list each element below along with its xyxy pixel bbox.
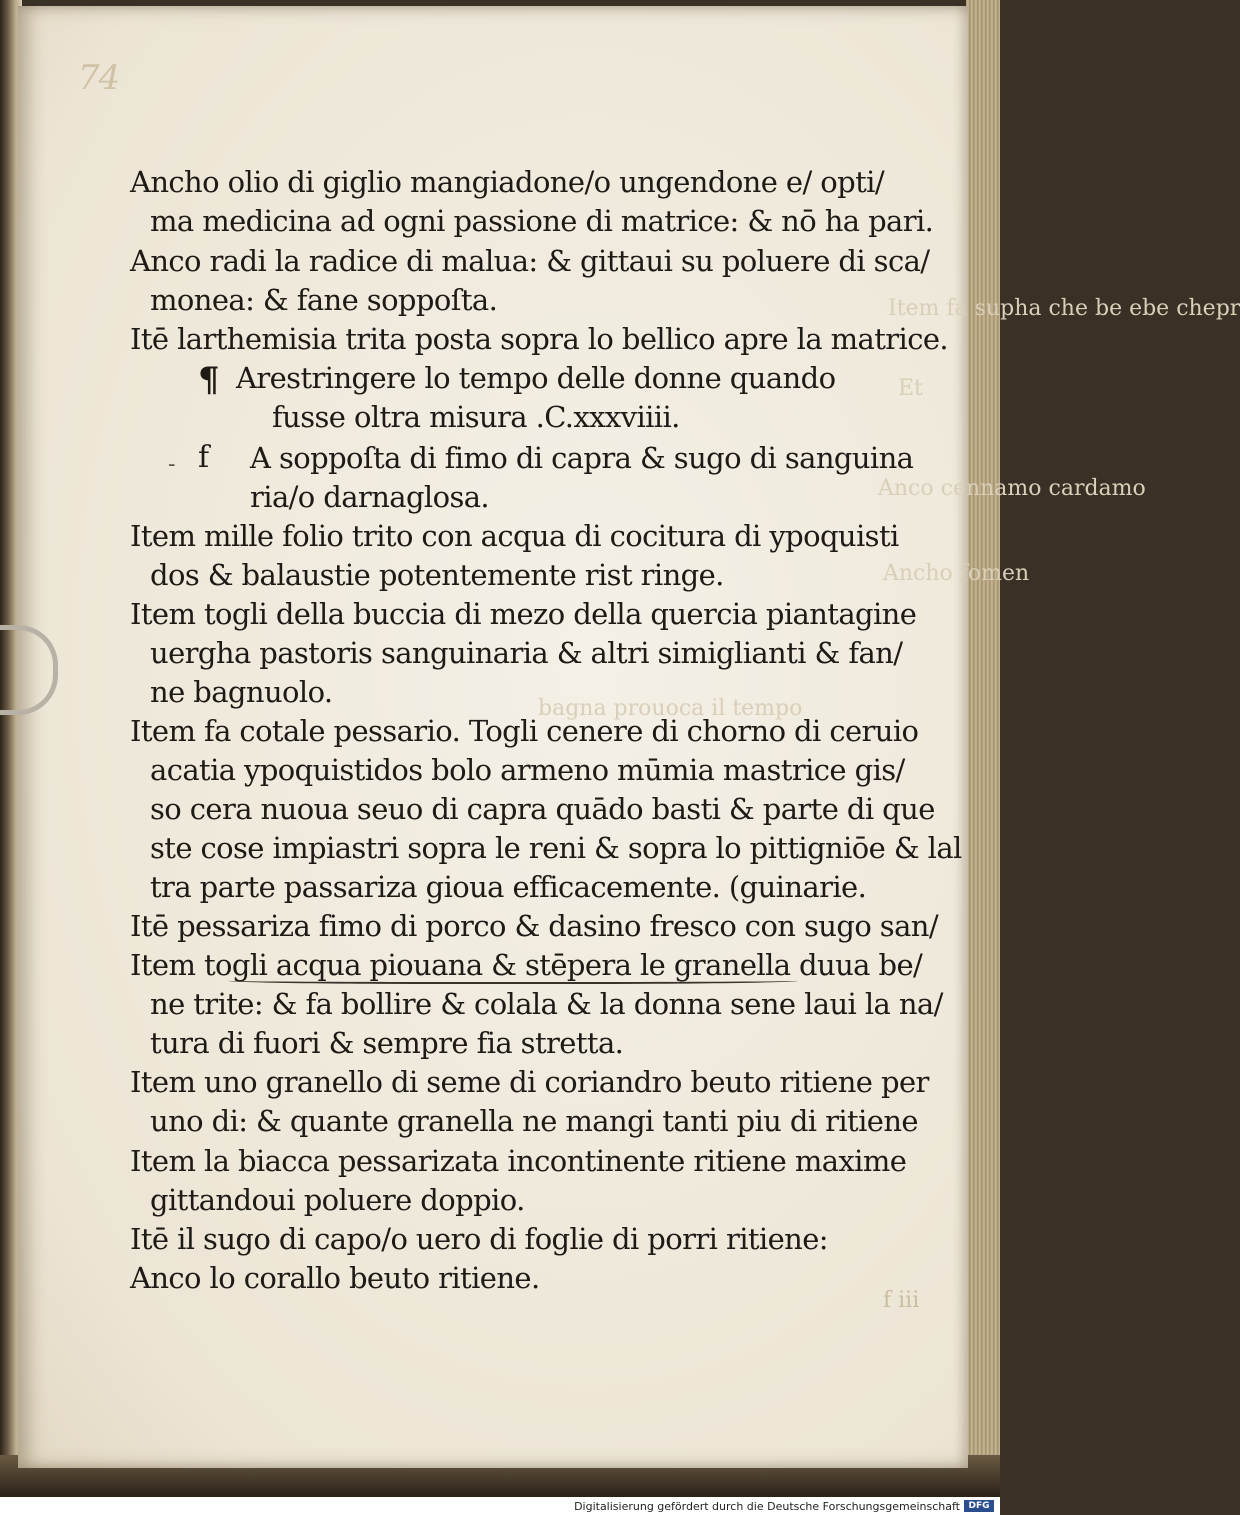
section-heading-continued: fusse oltra misura .C.xxxviiii. xyxy=(272,400,680,434)
text-line: Itē il sugo di capo/o uero di foglie di porri ritiene: xyxy=(130,1222,828,1256)
text-line: Ancho olio di giglio mangiadone/o ungendone e/ opti/ xyxy=(130,165,885,199)
book-page xyxy=(18,6,1240,1468)
text-line: Anco lo corallo beuto ritiene. xyxy=(130,1261,540,1295)
pilcrow-mark: ¶ xyxy=(198,360,220,400)
bleed-through-text: Item fa supha che be ebe chepr xyxy=(888,296,1240,321)
text-line: uno di: & quante granella ne mangi tanti piu di ritiene xyxy=(150,1104,918,1138)
bleed-through-text: Ancho fomen xyxy=(883,561,1030,586)
signature-mark: f iii xyxy=(883,1288,920,1313)
section-heading: Arestringere lo tempo delle donne quando xyxy=(236,361,836,395)
text-line: ma medicina ad ogni passione di matrice: & nō ha pari. xyxy=(150,204,934,238)
text-line: tura di fuori & sempre fia stretta. xyxy=(150,1026,624,1060)
text-line: Item togli della buccia di mezo della quercia piantagine xyxy=(130,597,917,631)
handwritten-underline xyxy=(228,976,798,984)
text-line: Item la biacca pessarizata incontinente ritiene maxime xyxy=(130,1144,907,1178)
text-line: A soppoſta di fimo di capra & sugo di sanguina xyxy=(250,441,914,475)
bleed-through-text: Anco cennamo cardamo xyxy=(878,476,1146,501)
text-line: Itē larthemisia trita posta sopra lo bellico apre la matrice. xyxy=(130,322,949,356)
text-line-underlined: Item togli acqua piouana & stēpera le granella duua be/ xyxy=(130,948,923,982)
bleed-through-text: bagna prouoca il tempo xyxy=(538,696,803,721)
text-line: Itē pessariza fimo di porco & dasino fresco con sugo san/ xyxy=(130,909,939,943)
text-line: acatia ypoquistidos bolo armeno mūmia mastrice gis/ xyxy=(150,753,905,787)
guide-letter: f xyxy=(198,440,210,475)
text-line: dos & balaustie potentemente rist ringe. xyxy=(150,558,724,592)
page-stack-edge xyxy=(966,0,1000,1475)
text-line: Item uno granello di seme di coriandro beuto ritiene per xyxy=(130,1065,929,1099)
text-line: Item fa cotale pessario. Togli cenere di chorno di ceruio xyxy=(130,714,919,748)
text-line: Anco radi la radice di malua: & gittaui su poluere di sca/ xyxy=(130,244,930,278)
text-block xyxy=(18,6,968,1468)
bleed-through-text: Et xyxy=(898,376,923,401)
footer-credit: Digitalisierung gefördert durch die Deutsche Forschungsgemeinschaft xyxy=(574,1500,960,1513)
text-line: ria/o darnaglosa. xyxy=(250,480,490,514)
folio-number: 74 xyxy=(78,58,120,98)
text-line: ste cose impiastri sopra le reni & sopra lo pittigniōe & lal xyxy=(150,831,962,865)
text-line: tra parte passariza gioua efficacemente. (guinarie. xyxy=(150,870,867,904)
text-line: Item mille folio trito con acqua di cocitura di ypoquisti xyxy=(130,519,899,553)
text-line: ne trite: & fa bollire & colala & la donna sene laui la na/ xyxy=(150,987,943,1021)
text-line: monea: & fane soppoſta. xyxy=(150,283,498,317)
dfg-logo-icon: DFG xyxy=(964,1500,994,1512)
text-line: uergha pastoris sanguinaria & altri simiglianti & fan/ xyxy=(150,636,903,670)
text-line: so cera nuoua seuo di capra quādo basti & parte di que xyxy=(150,792,935,826)
text-line: gittandoui poluere doppio. xyxy=(150,1183,525,1217)
text-line: ne bagnuolo. xyxy=(150,675,333,709)
margin-mark: - xyxy=(168,452,176,477)
